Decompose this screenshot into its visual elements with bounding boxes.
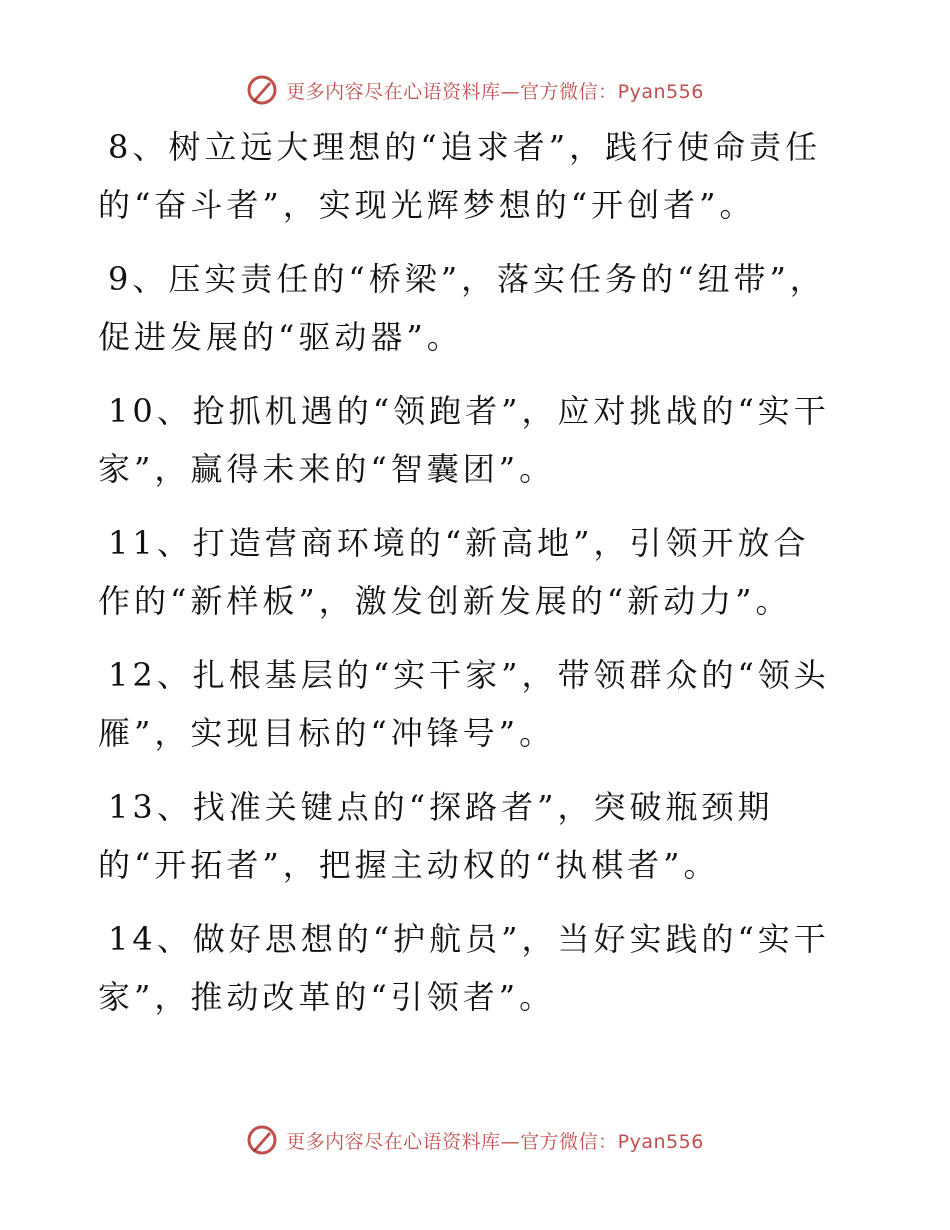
- quill-pen-logo-icon: [246, 1124, 278, 1156]
- footer-watermark: [0, 1120, 950, 1160]
- list-item: 14、做好思想的“护航员”，当好实践的“实干家”，推动改革的“引领者”。: [98, 920, 830, 1016]
- list-item: 12、扎根基层的“实干家”，带领群众的“领头雁”，实现目标的“冲锋号”。: [98, 656, 830, 752]
- footer-watermark-text: 更多内容尽在心语资料库—官方微信：Pyan556: [286, 1130, 704, 1153]
- list-item: 9、压实责任的“桥梁”，落实任务的“纽带”，促进发展的“驱动器”。: [98, 260, 826, 356]
- header-watermark-text: 更多内容尽在心语资料库—官方微信：Pyan556: [286, 80, 704, 103]
- list-item: 11、打造营商环境的“新高地”，引领开放合作的“新样板”，激发创新发展的“新动力”。: [98, 524, 810, 620]
- quill-pen-logo-icon: [246, 74, 278, 106]
- list-item: 8、树立远大理想的“追求者”，践行使命责任的“奋斗者”，实现光辉梦想的“开创者”。: [98, 128, 822, 224]
- header-watermark: [0, 70, 950, 110]
- list-item: 13、找准关键点的“探路者”，突破瓶颈期的“开拓者”，把握主动权的“执棋者”。: [98, 788, 774, 884]
- document-body: [98, 118, 838, 1042]
- list-item: 10、抢抓机遇的“领跑者”，应对挑战的“实干家”，赢得未来的“智囊团”。: [98, 392, 830, 488]
